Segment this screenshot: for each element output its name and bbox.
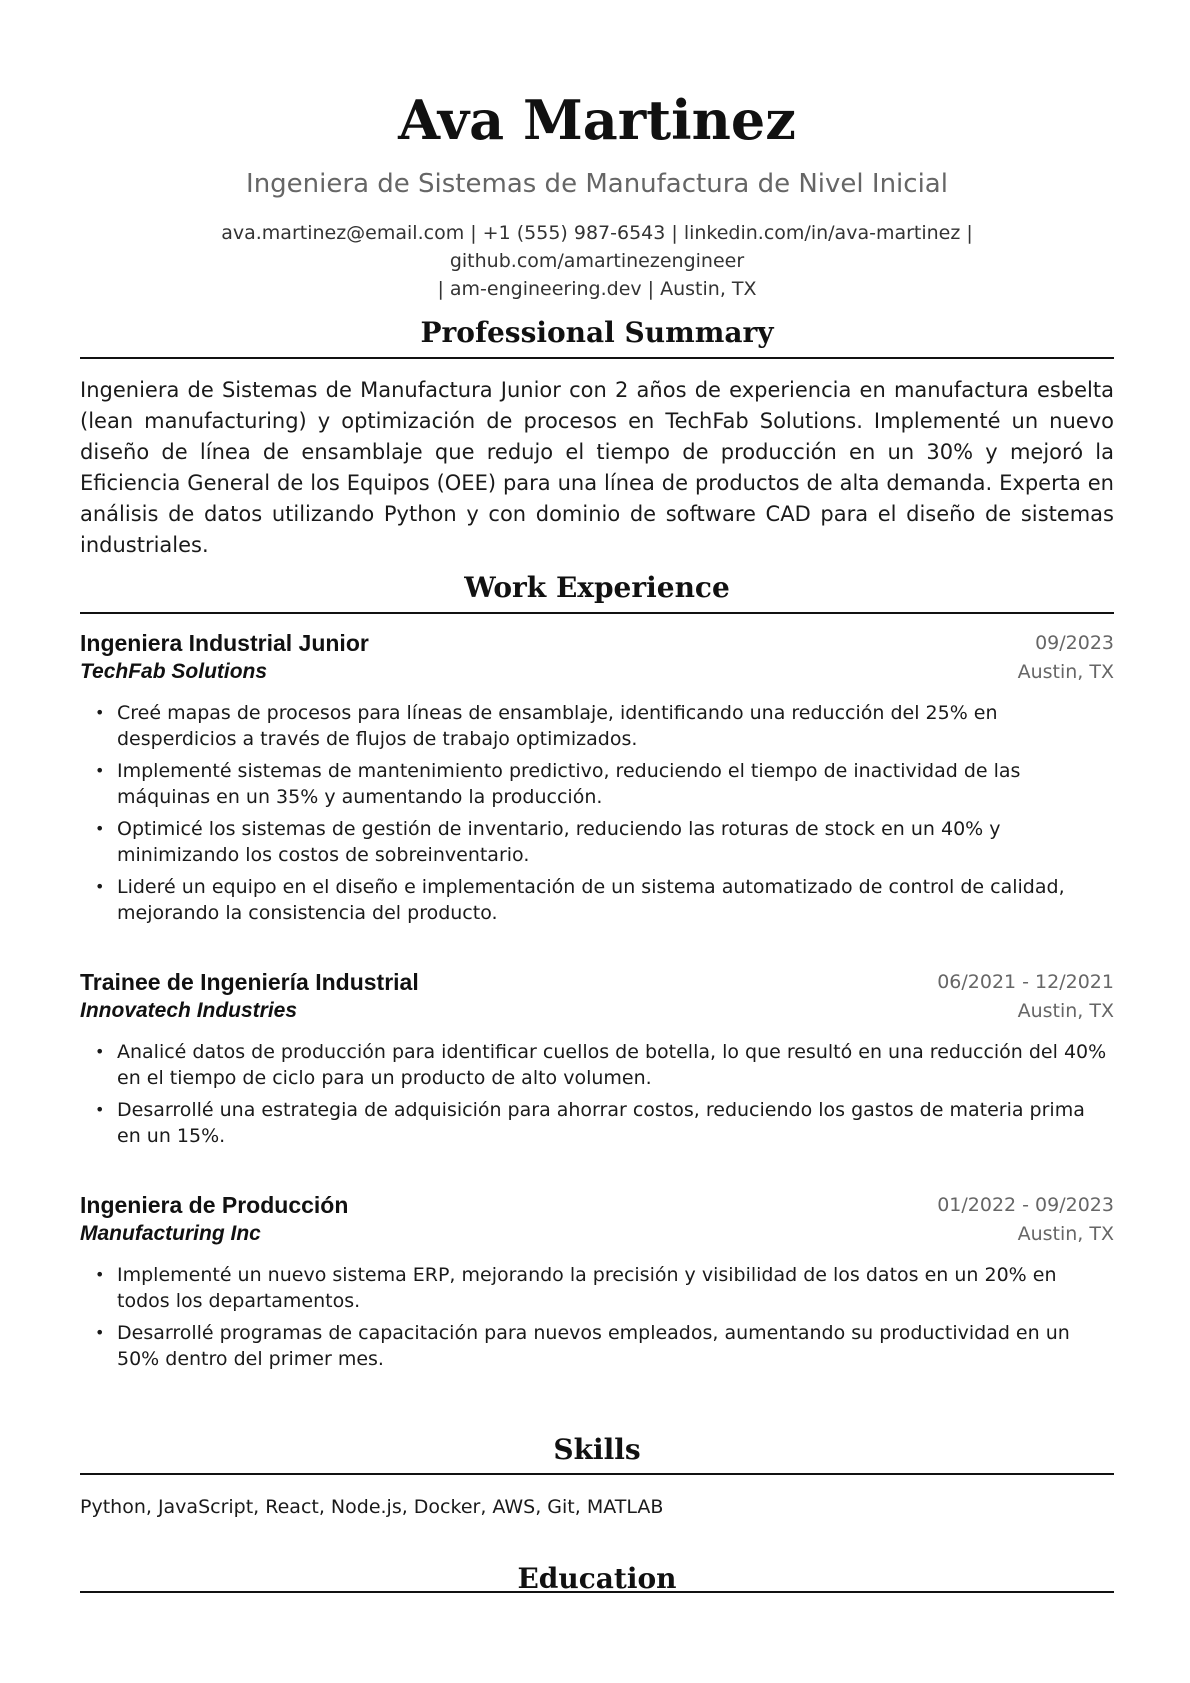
list-item: • Optimicé los sistemas de gestión de inventario, reduciendo las roturas de stock en un 40% y minimizando los costos de sobreinventario. [80,816,1114,868]
job-location: Austin, TX [1017,1000,1114,1022]
section-divider [80,357,1114,359]
section-divider [80,1591,1114,1593]
job-title: Ingeniera de Producción [80,1192,349,1218]
job-company: Innovatech Industries [80,999,298,1022]
list-item: • Desarrollé una estrategia de adquisición para ahorrar costos, reduciendo los gastos de materia prima en un 15%. [80,1097,1114,1149]
job-date: 01/2022 - 09/2023 [937,1194,1114,1216]
section-title-experience: Work Experience [464,571,730,604]
job-header [80,627,1114,687]
job-entry [80,627,1114,924]
section-divider [80,1473,1114,1475]
section-title-skills: Skills [553,1433,641,1466]
job-title: Trainee de Ingeniería Industrial [80,969,419,995]
contact-line-1: ava.martinez@email.com | +1 (555) 987-6543 | linkedin.com/in/ava-martinez | github.com/amartinezengineer [221,222,973,272]
job-entry [80,1189,1114,1370]
job-header [80,1189,1114,1249]
job-date: 06/2021 - 12/2021 [937,971,1114,993]
job-date: 09/2023 [1035,632,1114,654]
job-entry [80,966,1114,1147]
job-bullets [80,1039,1114,1155]
contact-line-2: | am-engineering.dev | Austin, TX [437,278,757,300]
job-title: Ingeniera Industrial Junior [80,630,369,656]
list-item: • Implementé un nuevo sistema ERP, mejorando la precisión y visibilidad de los datos en un 20% en todos los departamentos. [80,1262,1114,1314]
list-item: • Creé mapas de procesos para líneas de ensamblaje, identificando una reducción del 25% en desperdicios a través de flujos de trabajo optimizados. [80,700,1114,752]
section-title-education: Education [517,1562,677,1595]
job-header [80,966,1114,1026]
job-bullets [80,1262,1114,1378]
summary-text: Ingeniera de Sistemas de Manufactura Junior con 2 años de experiencia en manufactura esbelta (lean manufacturing) y optimización de procesos en TechFab Solutions. Implementé un nuevo diseño de línea de ensamblaje que redujo el tiempo de producción en un 30% y mejoró la Eficiencia General de los Equipos (OEE) para una línea de productos de alta demanda. Experta en análisis de datos utilizando Python y con dominio de software CAD para el diseño de sistemas industriales. [80,378,1114,557]
skills-list: Python, JavaScript, React, Node.js, Docker, AWS, Git, MATLAB [80,1496,664,1518]
job-company: TechFab Solutions [80,660,268,683]
list-item: • Analicé datos de producción para identificar cuellos de botella, lo que resultó en una reducción del 40% en el tiempo de ciclo para un producto de alto volumen. [80,1039,1114,1091]
candidate-name: Ava Martinez [398,88,796,152]
job-location: Austin, TX [1017,1223,1114,1245]
section-title-summary: Professional Summary [420,316,774,349]
list-item: • Implementé sistemas de mantenimiento predictivo, reduciendo el tiempo de inactividad de las máquinas en un 35% y aumentando la producción. [80,758,1114,810]
job-location: Austin, TX [1017,661,1114,683]
list-item: • Lideré un equipo en el diseño e implementación de un sistema automatizado de control de calidad, mejorando la consistencia del producto. [80,874,1114,926]
job-company: Manufacturing Inc [80,1222,261,1245]
list-item: • Desarrollé programas de capacitación para nuevos empleados, aumentando su productividad en un 50% dentro del primer mes. [80,1320,1114,1372]
contact-info [80,219,1114,303]
candidate-headline: Ingeniera de Sistemas de Manufactura de Nivel Inicial [246,169,948,199]
section-divider [80,612,1114,614]
job-bullets [80,700,1114,932]
